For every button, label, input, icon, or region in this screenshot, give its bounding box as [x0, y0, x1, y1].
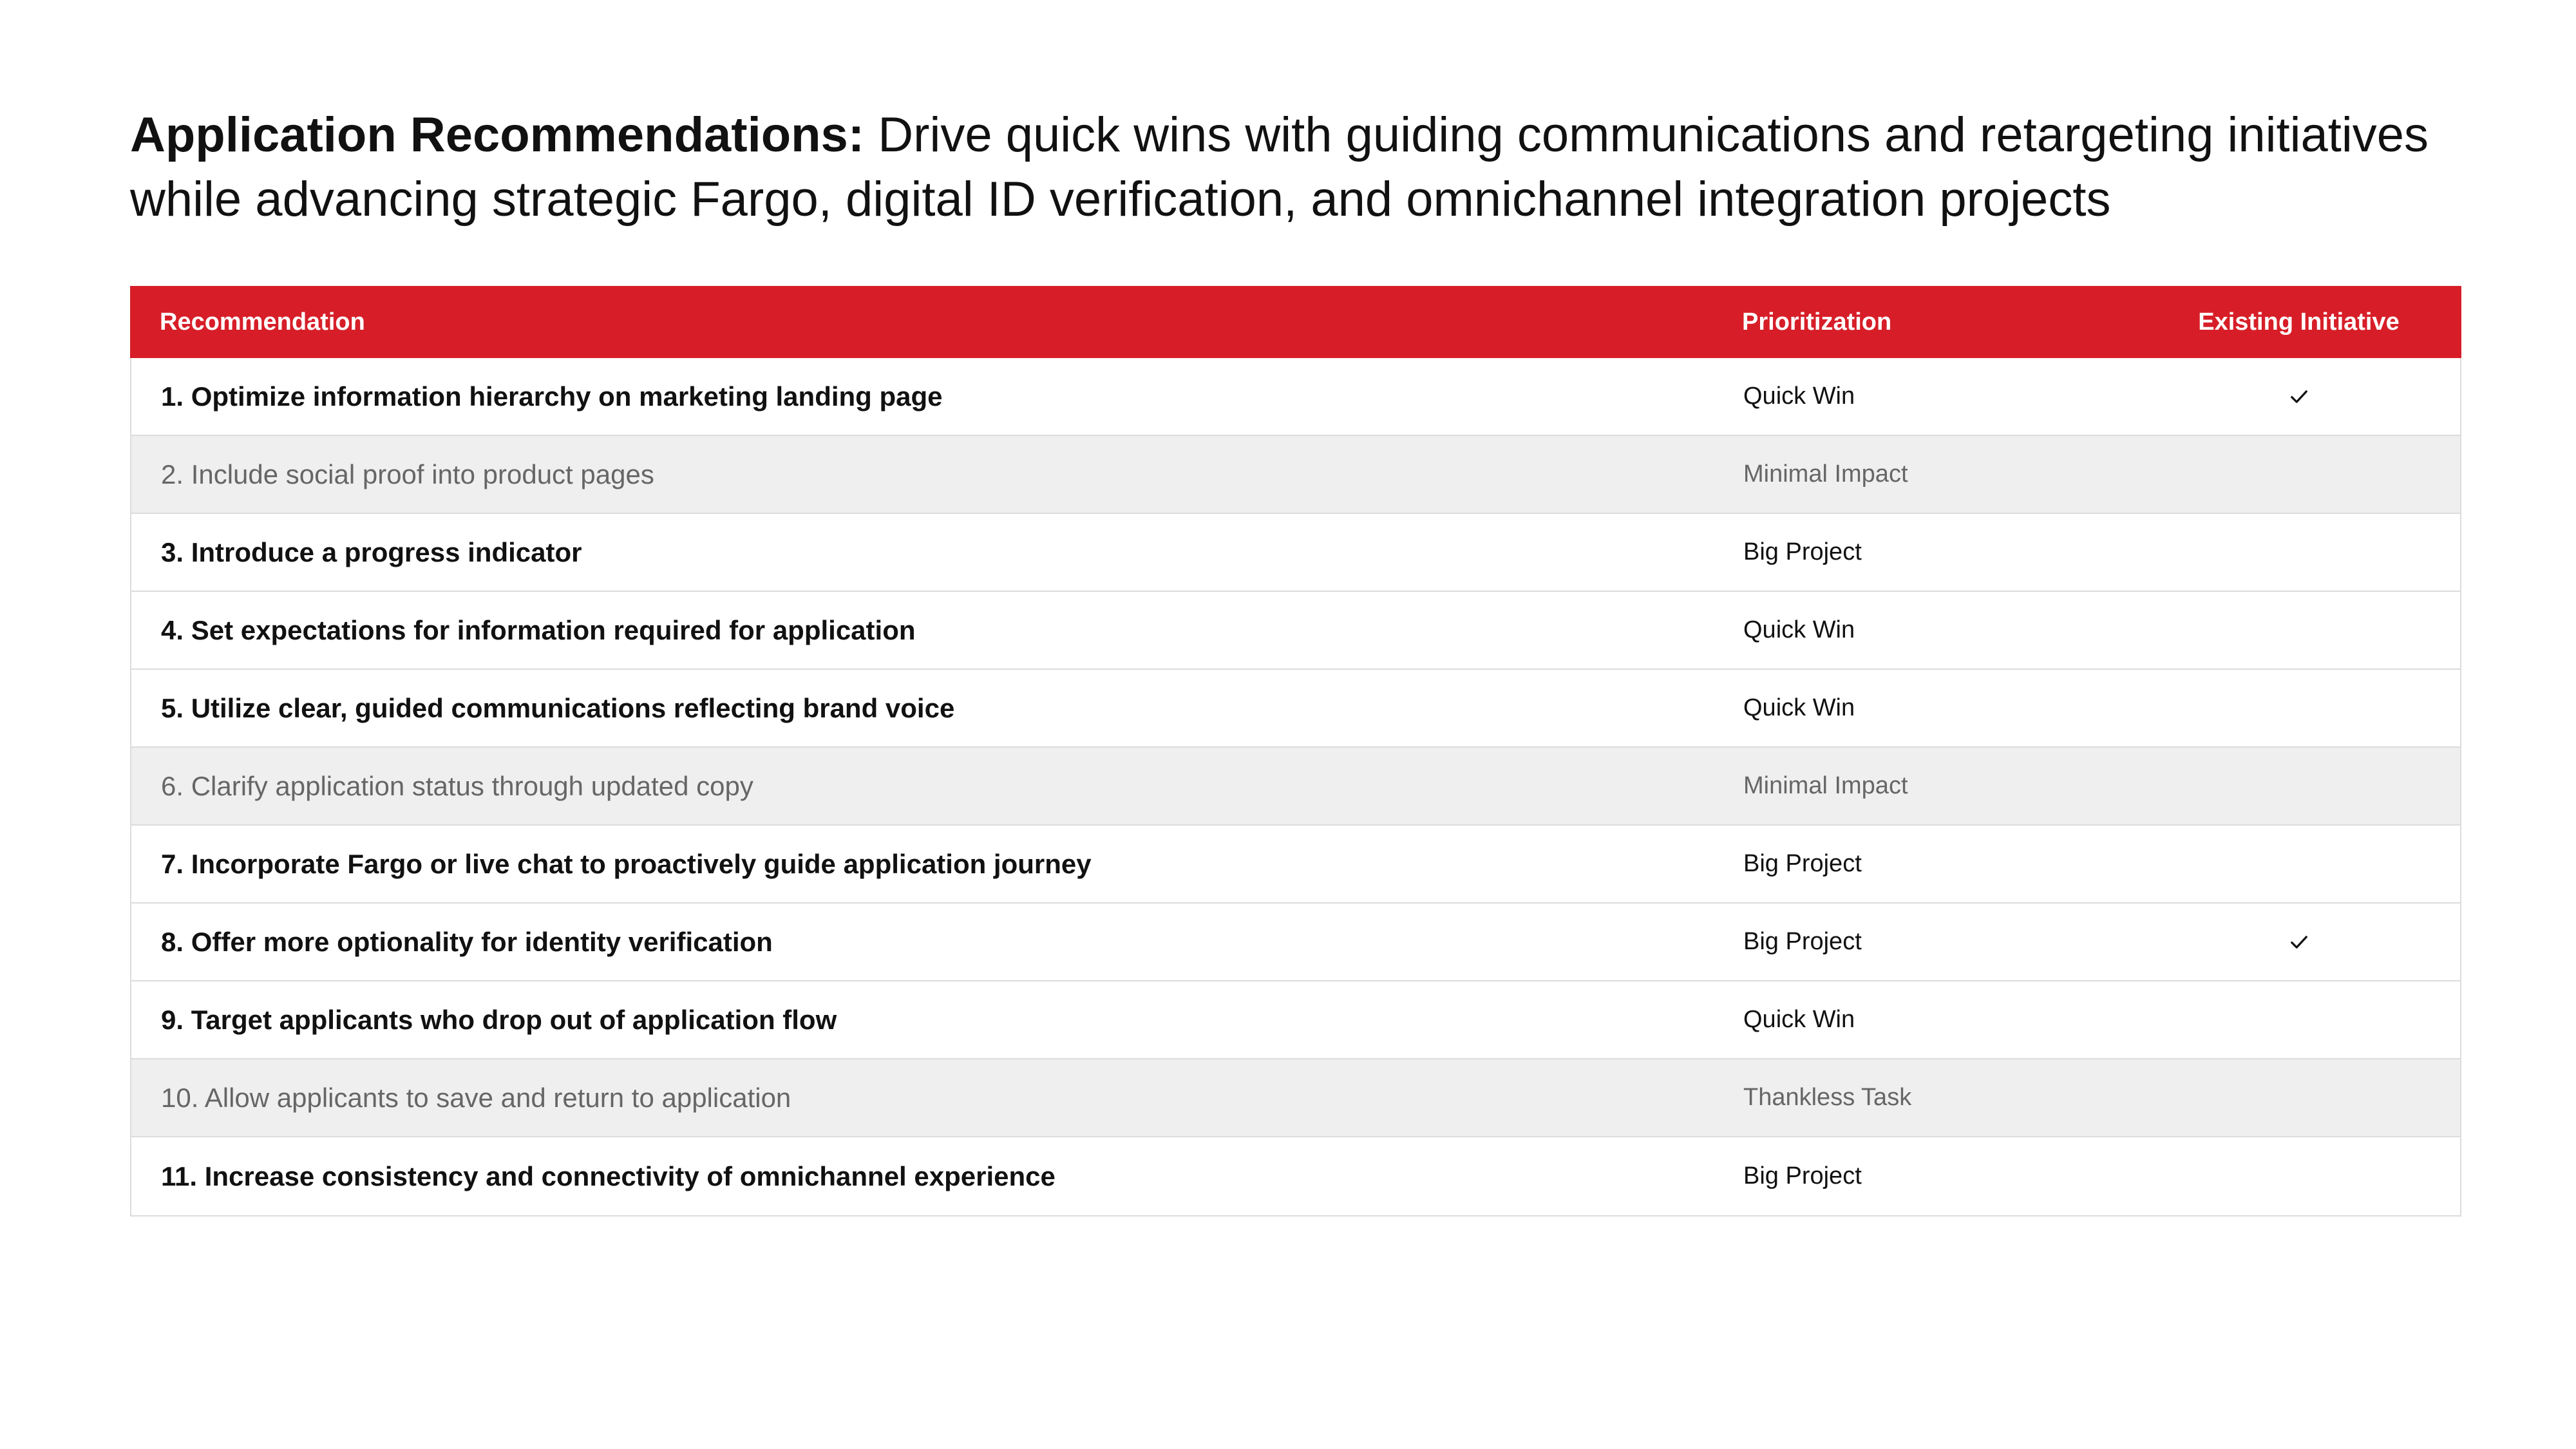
recommendation-cell: 9. Target applicants who drop out of application flow	[161, 1004, 837, 1035]
table-row	[131, 514, 2460, 592]
recommendation-cell: 4. Set expectations for information required for application	[161, 614, 916, 645]
table-row	[131, 436, 2460, 514]
table-row	[131, 748, 2460, 826]
header-existing-initiative: Existing Initiative	[2198, 308, 2400, 336]
table-row	[131, 981, 2460, 1059]
prioritization-cell: Minimal Impact	[1743, 460, 1908, 488]
prioritization-cell: Quick Win	[1743, 1006, 1855, 1033]
prioritization-cell: Quick Win	[1743, 694, 1855, 721]
header-recommendation: Recommendation	[160, 308, 365, 336]
header-prioritization: Prioritization	[1742, 308, 1892, 336]
table-row	[131, 826, 2460, 904]
table-row	[131, 904, 2460, 981]
recommendation-cell: 1. Optimize information hierarchy on marketing landing page	[161, 381, 943, 412]
prioritization-cell: Quick Win	[1743, 616, 1855, 643]
recommendation-cell: 2. Include social proof into product pages	[161, 459, 654, 489]
existing-initiative-cell	[2137, 933, 2460, 952]
check-icon	[2289, 387, 2309, 406]
recommendation-cell: 3. Introduce a progress indicator	[161, 536, 582, 567]
recommendations-table	[130, 286, 2461, 1217]
recommendation-cell: 6. Clarify application status through updated copy	[161, 770, 753, 801]
recommendation-cell: 5. Utilize clear, guided communications reflecting brand voice	[161, 692, 955, 723]
table-row	[131, 358, 2460, 436]
table-row	[131, 1137, 2460, 1215]
table-row	[131, 670, 2460, 748]
page-title	[130, 103, 2461, 232]
page-title-rest: Drive quick wins with guiding communications and retargeting initiatives while advancing strategic Fargo, digital ID verification, and omnichannel integration projects	[130, 108, 2429, 227]
prioritization-cell: Big Project	[1743, 538, 1862, 565]
existing-initiative-cell	[2137, 387, 2460, 406]
recommendation-cell: 10. Allow applicants to save and return to application	[161, 1082, 791, 1113]
table-row	[131, 592, 2460, 670]
slide	[130, 103, 2461, 1191]
page-title-bold: Application Recommendations:	[130, 108, 865, 162]
prioritization-cell: Big Project	[1743, 928, 1862, 955]
recommendation-cell: 8. Offer more optionality for identity verification	[161, 926, 773, 957]
prioritization-cell: Big Project	[1743, 1162, 1862, 1189]
prioritization-cell: Minimal Impact	[1743, 772, 1908, 799]
recommendation-cell: 11. Increase consistency and connectivity of omnichannel experience	[161, 1160, 1056, 1191]
table-row	[131, 1059, 2460, 1137]
prioritization-cell: Quick Win	[1743, 383, 1855, 410]
table-header	[130, 286, 2461, 358]
recommendation-cell: 7. Incorporate Fargo or live chat to proactively guide application journey	[161, 848, 1092, 879]
table-body	[131, 358, 2460, 1215]
prioritization-cell: Thankless Task	[1743, 1084, 1912, 1111]
check-icon	[2289, 933, 2309, 952]
prioritization-cell: Big Project	[1743, 850, 1862, 877]
